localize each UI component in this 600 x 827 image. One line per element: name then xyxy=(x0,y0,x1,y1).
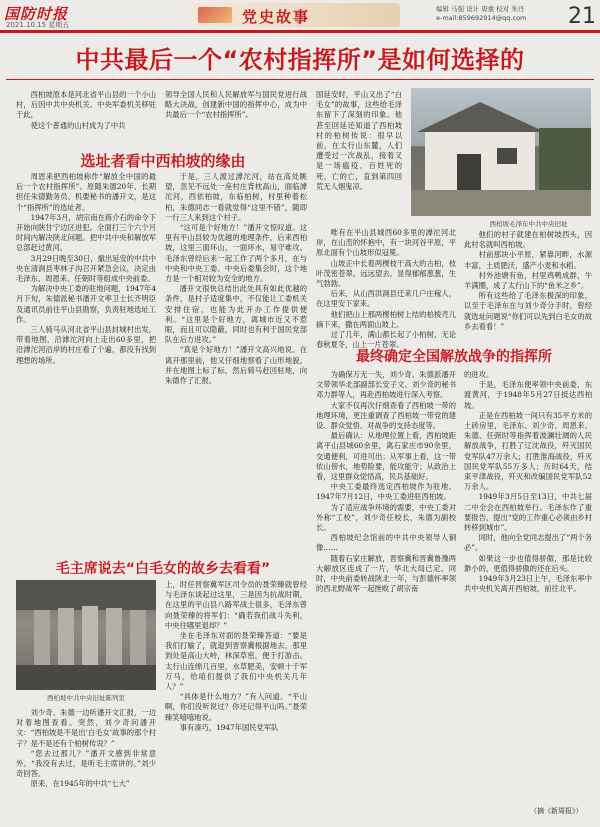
paragraph: 后来，从山西洪洞县迁来几户庄稼人，在这里安下家来。 xyxy=(316,289,456,309)
section-banner xyxy=(190,3,400,27)
paragraph: 最后确认：从地理位置上看，西柏坡距离平山县城60余里，离石家庄市90余里，交通便利，可进可出；从军事上看，这一带依山傍水，地势险要，能攻能守；从政治上看，这里群众觉悟高，民兵基础好。 xyxy=(316,431,456,482)
flag-icon xyxy=(198,7,232,23)
photo-exhibition-hall xyxy=(16,580,156,690)
paragraph: 1947年3月，胡宗南在蒋介石的命令下开始向陕甘宁边区进犯。全面打三个六个月时间内解决陕北问题。把中共中央和解放军总部赶过黄河。 xyxy=(16,212,156,253)
section3-col1 xyxy=(316,370,456,815)
paragraph: “具体是什么地方？”有人问道。“平山啊，你们没听说过？你还记得平山吗。”聂荣臻笑嘻嘻地说。 xyxy=(165,692,307,722)
section1-col4 xyxy=(464,230,592,336)
building-illustration xyxy=(411,88,591,216)
paragraph: “您去过那儿？”潘开文感到非常意外。“我没有去过，是听毛主席讲的。”刘少奇回答。 xyxy=(16,748,156,779)
paragraph: 三人骑马从河北省平山县封城村出发，带着地图、沿滹沱河向上走出60多里，把沿滹沱河沿岸的村庄看了个遍，都没有找到理想的场所。 xyxy=(16,325,156,365)
paragraph: 使这个普通的山村成为了中共 xyxy=(30,120,126,130)
paragraph: 潘开文很快总结出此处具有如此优越的条件，是村子适度集中，不仅能让工委机关安排住宿，也能为此开办工作提供便利。“这里是个好地方，离城市近又不惹眼，而且可以隐蔽，同时也有利于国民党部队在后方进攻。” xyxy=(165,284,307,345)
section1-col3 xyxy=(316,228,456,350)
courtyard xyxy=(411,190,591,216)
paragraph: 刘少奇、朱德一边听潘开文汇报，一边对着地图查看。突然，刘少奇问潘开文：“西柏坡是不是出‘白毛女’故事的那个村子？是不是还有个柏树传说？” xyxy=(16,708,156,748)
paragraph: 原来，在1945年的中共“七大” xyxy=(30,779,130,789)
paragraph: 如果这一步也值得骄傲，那是比较渺小的，更值得骄傲的还在后头。 xyxy=(464,553,592,573)
paragraph: 西柏坡原本是河北省平山县的一个小山村，后因中共中央机关、中央军委机关移驻于此， xyxy=(16,90,156,120)
statue xyxy=(106,608,122,665)
paragraph: 所有这些给了毛泽东极深的印象，以至于毛泽东在与刘少奇分手时，曾经就选址问题说“你们可以先到白毛女的故乡去看看！” xyxy=(464,291,592,331)
statue xyxy=(82,606,98,665)
editor-email: e-mail:859692914@qq.com xyxy=(436,14,527,22)
paragraph: 他们把山上那两棵柏树上结的柏棱壳儿摘下来，撒在两面山坡上。 xyxy=(316,309,456,329)
building-window xyxy=(497,148,517,164)
section2-title: 毛主席说去“白毛女的故乡去看看” xyxy=(55,561,271,577)
paragraph: 为确保万无一失，刘少奇、朱德派潘开文带领华北部副部长安子文、刘少奇的秘书邓力群等人，再赴西柏坡进行深入考察。 xyxy=(316,370,456,400)
paragraph: 随着石家庄解放，晋察冀和晋冀鲁豫两大解放区连成了一片，华北大局已定。同时，中央前委转战陕北一年，与彭德怀率领的西北野战军一起挫败了胡宗南 xyxy=(316,553,456,594)
paragraph: 村外池塘有鱼，村里鸡鸭成群，牛羊满圈，成了太行山下的“鱼米之乡”。 xyxy=(464,270,592,291)
editor-names: 编辑 马强 设计 唐重 校对 朱丹 xyxy=(436,5,525,13)
statue xyxy=(34,610,50,665)
paragraph: “真是个好地方！”潘开文高兴地说。在离开那里前，他又仔细地察看了山形地貌，并在地图上标了标，然后骑马赶回驻地，向朱德作了汇报。 xyxy=(165,345,307,386)
section1-title: 选址者看中西柏坡的缘由 xyxy=(80,152,246,170)
intro-right xyxy=(316,90,402,192)
header-rule xyxy=(0,30,600,33)
paragraph: 大家不仅再次仔细查看了西柏坡一带的地理环境，更注重调查了西柏坡一带党的建设、群众觉悟、对战争的支持态度等。 xyxy=(316,400,456,431)
paragraph: 唯有在平山县城西60多里的滹沱河北岸，在山峦的怀抱中，有一块河谷平原，平原北面有个山坡形似冠冕。 xyxy=(316,228,456,258)
paragraph: 西柏坡纪念馆前的中共中央领导人铜像…… xyxy=(316,533,456,553)
statue xyxy=(58,608,74,665)
paragraph: 正是在西柏坡一间只有35平方米的土砖房里，毛泽东、刘少奇、周恩来、朱德、任弼时等指挥着波澜壮阔的人民解放战争，打胜了辽沈战役，歼灭国民党军队47万余人；打胜淮海战役，歼灭国民党军队55万多人；历时64天，结束平津战役，歼灭和改编国民党军队52万余人。 xyxy=(464,410,592,492)
building-roof xyxy=(417,102,545,132)
building-door xyxy=(457,154,481,190)
paragraph: 领导全国人民和人民解放军与国民党进行战略大决战，创建新中国的指挥中心，成为中共最后一个“农村指挥所”。 xyxy=(165,90,307,120)
paragraph: 1949年3月23日上午，毛泽东率中共中央机关离开西柏坡，前往北平。 xyxy=(464,574,592,594)
paragraph: 于是，毛泽东便率领中央前委，东渡黄河，于1948年5月27日抵达西柏坡。 xyxy=(464,380,592,410)
paragraph: 上，时任晋察冀军区司令员的聂荣臻就曾经与毛泽东谈起过这里，三是因为抗战时期，在这里的平山县八路军战士很多，毛泽东曾向聂荣臻的将军们：“确若我们战斗失利，中央往哪里退却？” xyxy=(165,580,307,630)
paragraph: 坐在毛泽东对面的聂荣臻答道：“要是我们打输了，就退到晋察冀根据地去，那里到处是高山大岭，林深草密，便于打游击。太行山连绵几百里，水草肥美，安顿十千军万马，给咱们提供了我们中央机关几年人？” xyxy=(165,631,307,692)
newspaper-logo: 国防时报 xyxy=(4,5,69,23)
paragraph: 为解决中央工委的驻地问题，1947年4月下旬，朱德派秘书潘开文率卫士长齐明臣及通讯员前往平山县勘察，负责驻地选址工作。 xyxy=(16,284,156,324)
page-number: 21 xyxy=(568,4,596,29)
photo1-caption: 西柏坡毛泽东中共中央旧址 xyxy=(489,220,568,228)
page-header xyxy=(0,0,600,30)
section1-col1 xyxy=(16,172,156,544)
paragraph: 山坡正中长着两棵枝干高大的古柏，枝叶茂密苍翠，远远望去，显得郁郁葱葱，生气勃勃。 xyxy=(316,258,456,289)
paragraph: 于是，三人渡过滹沱河，站在高处眺望，忽见不远处一座村庄背枕高山，面临滹沱河，西依柏坡，东临柏树，村里种着松柏，朱德同志一看就觉得“这里不错”，随即一行三人来到这个村子。 xyxy=(165,172,307,222)
intro-middle xyxy=(165,90,307,121)
section2-col1 xyxy=(165,580,307,816)
source-credit: （摘《新周报》） xyxy=(530,807,583,815)
editor-credits xyxy=(436,5,526,23)
section3-title: 最终确定全国解放战争的指挥所 xyxy=(356,349,552,365)
section1-col2 xyxy=(165,172,307,544)
issue-date: 2021.10.15 星期五 xyxy=(6,21,70,29)
section3-col2 xyxy=(464,370,592,798)
section2-col2 xyxy=(16,708,156,816)
paragraph: 1949年3月5日至13日，中共七届二中全会在西柏坡举行。毛泽东作了重要报告，提出“党的工作重心必须由乡村转移到城市”。 xyxy=(464,492,592,533)
photo2-caption: 西柏坡中共中央旧址陈列室 xyxy=(47,694,125,702)
paragraph: 国延安时，平山又出了“白毛女”的故事，这些给毛泽东留下了深刻的印象。他甚至回延还知道了西柏坡村的柏树传说：很早以前，在太行山东麓，人们遭受过一次战乱，接着又是一场瘟疫，百姓死的死，亡的亡，直到第四回荒无人烟鬼凉。 xyxy=(316,90,402,191)
hall-wall xyxy=(16,580,156,610)
paragraph: 村前那块小平原，紧靠河畔，水源丰富，土质肥沃，盛产小麦和水稻。 xyxy=(464,250,592,270)
hall-floor xyxy=(16,665,156,690)
paragraph: 3月29日晚至30日，撤出延安的中共中央在清涧县枣林子沟召开紧急会议，决定由毛泽东、周恩来、任弼时等组成中央前委。 xyxy=(16,253,156,284)
paragraph: 的进攻。 xyxy=(464,370,494,379)
tree xyxy=(539,128,591,198)
headline-rule xyxy=(6,79,594,80)
statue xyxy=(130,610,146,665)
intro-left xyxy=(16,90,156,131)
paragraph: 过了几年，满山都长起了小柏树，无论春秋夏冬，山上一片苍翠。 xyxy=(316,330,456,350)
paragraph: 为了适应战争环境的需要，中央工委对外称“工校”，刘少奇任校长，朱德为副校长。 xyxy=(316,502,456,533)
paragraph: 周恩来把西柏坡称作“解放全中国的最后一个农村指挥所”。原随朱德20年、长期担任朱德勤务员、机要秘书的潘开文，是这个“指挥所”的选址者。 xyxy=(16,172,156,212)
statues-illustration xyxy=(16,580,156,690)
headline: 中共最后一个“农村指挥所”是如何选择的 xyxy=(75,46,525,74)
paragraph: 中央工委最终选定西柏坡作为驻地。1947年7月12日，中央工委进驻西柏坡。 xyxy=(316,482,456,502)
paragraph: “这可是个好地方！”潘开文惊叹道。这里有平山县较为优越的地理条件，后来西柏坡，这里三面环山，一面环水，易守难攻。毛泽东曾经后来一起工作了两个多月，在与中央和中央工委、中央后委集会时，这个地方是一个相对较为安全的地方。 xyxy=(165,223,307,284)
paragraph: 他们的村子就建在柏树坡西头，因此村名就叫西柏坡。 xyxy=(464,230,592,250)
section-title: 党史故事 xyxy=(242,8,311,26)
photo-xibaipo-building xyxy=(411,88,591,216)
paragraph: 同时，他向全党同志提出了“两个务必”。 xyxy=(464,533,592,553)
paragraph: 事有凑巧，1947年国民党军队 xyxy=(179,722,279,732)
